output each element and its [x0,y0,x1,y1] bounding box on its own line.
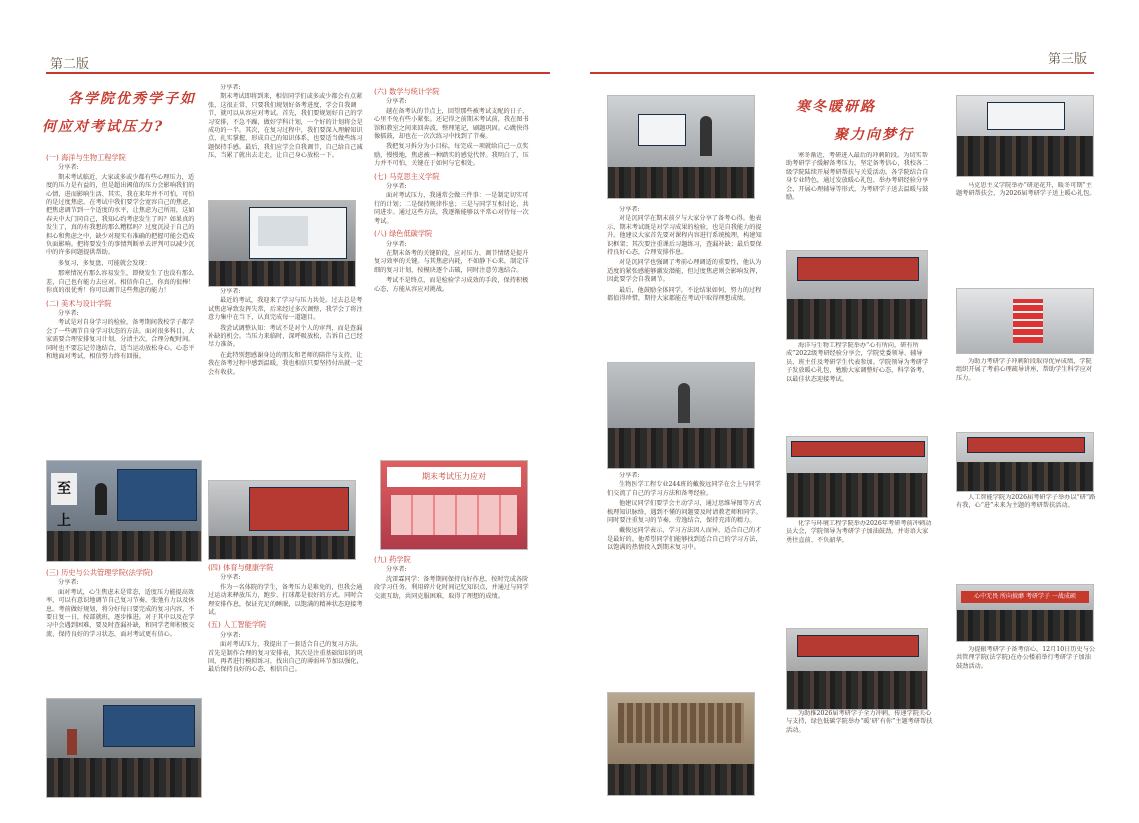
caption: 人工智能学院为2026届考研学子举办以“研”路有我，心“进”未来为主题的考研帮扶活动。 [956,494,1096,510]
photo-group-banner [786,436,928,518]
caption-wellbeing [956,358,1096,428]
paragraph: 我把复习拆分为小目标，每完成一项就给自己一点奖励，慢慢地，焦虑被一种踏实的感觉代替。我明白了，压力并不可怕，关键在于如何与它相处。 [374,143,529,168]
author-label: 分享者: [220,288,241,295]
photo-award-group [956,432,1094,492]
caption: 为提振考研学子备考信心，12月10日历史与公共管理学院(法学院)在办公楼前举行考研学子加油鼓劲活动。 [956,646,1096,670]
section-heading: (四) 体育与健康学院 [208,563,274,572]
paragraph: 期末考试即将到来，相信同学们或多或少都会有点紧张，这很正常，只要我们规划好备考进度，学会自我调节，就可以从容应对考试。首先，我们要规划好自己的学习安排，不急不躁，做好学科计划，一个好的计划将会是成功的一半。其次，在复习过程中，我们要深入理解知识点，扎实掌握，形成自己的知识体系，也要适当做些练习题保持手感。最后，我们应学会自我调节，自己给自己减压，当累了就出去走走，让自己身心放松一下。 [208,93,363,160]
photo-lecture-hall [46,698,202,798]
photo-library-discussion [607,692,755,796]
photo-presentation [208,200,356,287]
caption-chemistry [786,520,934,620]
author-label: 分享者: [58,309,79,317]
caption: 海洋与生物工程学院举办“心有所向，研有所成”2022级考研经验分享会，学院党委领导、辅导员、班主任及考研学生代表参加。学院领导为考研学子发放暖心礼包，勉励大家调整好心态，科学备考，以最佳状态迎接考试。 [786,342,929,383]
caption: 为助力考研学子冲刺阶段取得优异成绩，学院组织开展了考前心理疏导讲座，帮助学生科学应对压力。 [956,358,1093,382]
author-label: 分享者: [386,183,407,191]
photo-cheer-banner [956,584,1094,642]
author-label: 分享者: [386,566,407,574]
photo-gift-boxes [956,288,1094,354]
author-label: 分享者: [619,472,640,479]
column-3-lower-text [374,552,532,792]
paragraph: 面对考试压力，我提出了一套适合自己的复习方法。首先是制作合理的复习安排表，其次是注重基础知识的巩固，再者进行模拟练习，找出自己的薄弱环节加以强化，最后保持良好的心态，相信自己。 [208,641,363,674]
section-heading: (一) 海洋与生物工程学院 [46,153,126,162]
section-heading: (七) 马克思主义学院 [374,171,440,181]
column-2-top-text [208,84,366,199]
author-label: 分享者: [58,579,79,587]
photo-speaker-screen [607,95,755,199]
left-title-line1: 各学院优秀学子如 [68,91,196,107]
section-heading: (五) 人工智能学院 [208,620,267,630]
column-4-lower-text [607,472,765,687]
paragraph: 期末考试临近，大家或多或少都有些心理压力，适度的压力是有益的，但是超出阈值的压力会影响我们的心情，进而影响生活、其实，我在来年并不可怕，可怕的是过度焦虑。在考试中我们要学会宽容自己的焦虑，把焦虑调节到一个适度的水平，让焦虑为己所用，这如春天中大门同自己，我知心约考虑发生了吗？如果真的发生了，真的有我想的那么糟糕吗？过度沉浸于自己的担心和焦虑之中，缺少对现实有准确的把握可能会造成负面影响。把将要发生的事情判断单去评判可以减少沉中的许多问题提供帮助。 [46,173,195,257]
column-1-lower-text [46,565,200,695]
paragraph: 我尝试调整认知：考试不是对个人的审判，而是查漏补缺的机会。当压力来临时，深呼吸放松，告诉自己已经尽力准备。 [208,324,363,349]
caption-ai-college [956,494,1096,574]
left-title-line2: 何应对考试压力? [42,119,165,135]
paragraph: 面对考试，心生焦虑未是常态，适度压力能提高效率，可以有意识地调节自己复习节奏，张弛有力以及休息。考前做好规划，将分好每日要完成的复习内容，不要日复一日，按部就班，逐步推进。对于其中以及在学习中会遇到困难，要及时查漏补缺，和同学老师积极交流，保持良好的学习状态，面对考试更有信心。 [46,588,195,638]
column-4-top-text [607,206,765,356]
author-label: 分享者: [220,574,241,582]
paragraph: 面对考试压力，我通常会做三件事：一是制定切实可行的计划；二是保持规律作息；三是与同学互相讨论，共同进步。通过这些方法，我逐渐能够以平常心对待每一次考试。 [374,192,529,225]
caption: 化学与环境工程学院举办2026年考研考前冲刺动员大会，学院领导为考研学子加油鼓劲，并寄语大家勇往直前、不负韶华。 [786,520,932,544]
paragraph: 在期末备考的关键阶段，应对压力、调节情绪是提升复习效率的关键。与其焦虑内耗，不如静下心来，制定详细的复习计划，按模块逐个击破，同时注意劳逸结合。 [374,249,529,274]
paragraph: 最后，他鼓励全体同学，不论结果如何，努力的过程都值得珍惜，期待大家都能在考试中取得理想成绩。 [607,286,762,303]
caption: 为助推2026届考研学子全力冲刺，传递学院关心与支持，绿色低碳学院举办“暖‘研’有你”主题考研帮扶活动。 [786,710,933,734]
photo-slide-screen [380,460,528,550]
paragraph: 作为一名体院的学生，备考压力是难免的，但我会通过运动来释放压力，跑步、打球都是很好的方式。同时合理安排作息，保证充足的睡眠，以饱满的精神状态迎接考试。 [208,583,363,617]
section-heading: (八) 绿色低碳学院 [374,229,433,239]
author-label: 分享者: [220,84,241,91]
photo-gift-meeting [786,250,928,340]
right-page-label: 第三版 [1048,52,1088,67]
photo-student-podium: 至上 [46,460,202,562]
paragraph: 在此特别想感谢身边的朋友和老师的陪伴与支持，让我在备考过程中感到温暖，我也相信只要坚持付出就一定会有收获。 [208,351,363,376]
paragraph: 他建议同学们要学会主动学习，通过思维导图等方式梳理知识脉络，遇到不懂的问题要及时请教老师和同学。同时要注重复习的节奏，劳逸结合，保持充沛的精力。 [607,500,762,525]
paragraph: 越在备考认的节点上，回望那些被考试支配的日子，心里不免有些小紧张。还记得之前期末考试前，我在图书馆和教室之间来回奔波，整理笔记，刷题巩固。心跳快得像擂鼓，却也在一次次练习中找到了节奏。 [374,107,529,141]
author-label: 分享者: [619,206,640,213]
section-heading: (二) 美术与设计学院 [46,298,112,308]
paragraph: 考试不是终点，而是检验学习成效的手段，保持积极心态，方能从容应对挑战。 [374,277,529,293]
author-label: 分享者: [386,98,407,106]
author-label: 分享者: [220,631,241,639]
caption-green-lowcarbon [786,710,934,795]
photo-classroom-slide [208,480,356,560]
photo-hall-rally [786,628,928,710]
paragraph: 考试是对自身学习的检验，备考期间我校学子都学会了一些调节自身学习状态的方法。面对很多科目，大家需要合理安排复习计划，分清主次，合理分配时间。同时也不要忘记劳逸结合，适当运动放松身心。心态平和地面对考试，相信努力终有回报。 [46,319,195,360]
caption-marine-bio [786,342,934,432]
photo-seminar [607,362,755,469]
paragraph: 最近的考试，我迎来了学习与压力共处。过去总是考试焦虑导致发挥失常，后来经过多次调整，我学会了将注意力集中在当下，认真完成每一道题目。 [208,297,363,322]
left-header-rule [46,72,550,74]
paragraph: 对是沉同学也强调了考前心理调适的重要性，他认为适度的紧张感能够激发潜能，但过度焦虑则会影响发挥，因此要学会自我调节。 [607,259,762,284]
caption: 马克思主义学院举办“研途花开，暖冬可期”主题考研帮扶会，为2026届考研学子送上暖心礼包。 [956,182,1096,198]
left-page-label: 第二版 [50,57,90,72]
paragraph: 沈雷霖同学：备考期间保持良好作息，按时完成各阶段学习任务，利用碎片化时间记忆知识点，并通过与同学交流互助，共同克服困难，取得了理想的成绩。 [374,575,529,600]
column-2-mid-text [208,288,366,473]
slide-text: 期末考试压力应对 [387,467,521,487]
right-title-line1: 寒冬暖研路 [796,99,876,115]
caption-marxism [956,182,1096,280]
column-2-lower-text [208,560,366,800]
paragraph: 对是沉同学在期末前夕与大家分享了备考心得。他表示，期末考试既是对学习成果的检验，也是自我能力的提升。他建议大家首先要对课程内容进行系统梳理，构建知识框架；其次要注重课后习题练习，查漏补缺；最后要保持良好心态，合理安排作息。 [607,215,762,257]
column-3-text [374,84,532,456]
column-5-text [786,152,934,250]
section-heading: (三) 历史与公共管理学院(法学院) [46,568,153,577]
cheer-banner-text: 心中无畏 所向披靡 考研学子 一战成硕 [961,591,1089,603]
author-label: 分享者: [386,240,407,248]
section-heading: (六) 数学与统计学院 [374,87,440,96]
paragraph: 寒冬渐近，考研进入最后的冲刺阶段。为切实帮助考研学子缓解备考压力，坚定备考信心，我校各二级学院陆续开展考研帮扶与关爱活动。各学院结合自身专业特色，通过发放暖心礼包、举办考研经验分享会、开展心理辅导等形式，为考研学子送去温暖与鼓励。 [786,152,929,202]
section-heading: (九) 药学院 [374,555,411,564]
photo-conference-room [956,95,1094,177]
right-title-line2: 聚力向梦行 [834,127,914,143]
caption-history-law [956,646,1096,726]
column-1-text [46,150,200,450]
paragraph: 生物医学工程专业244班的戴俊远同学在会上与同学们交流了自己的学习方法和备考经验。 [607,481,761,497]
paragraph: 那寒情况有那么容易发生，即便发生了也没有那么差，自己也有能力去应对。相信你自己，你真的很棒！你真的很优秀！你可以调节这些焦虑的能力！ [46,270,195,295]
paragraph: 戴俊远同学表示，学习方法因人而异，适合自己的才是最好的。他希望同学们能够找到适合自己的学习方法，以饱满的热情投入到期末复习中。 [607,527,762,552]
right-header-rule [590,72,1094,74]
paragraph: 多复习，多复盘，可能就会发现： [58,259,151,267]
author-label: 分享者: [58,164,79,172]
